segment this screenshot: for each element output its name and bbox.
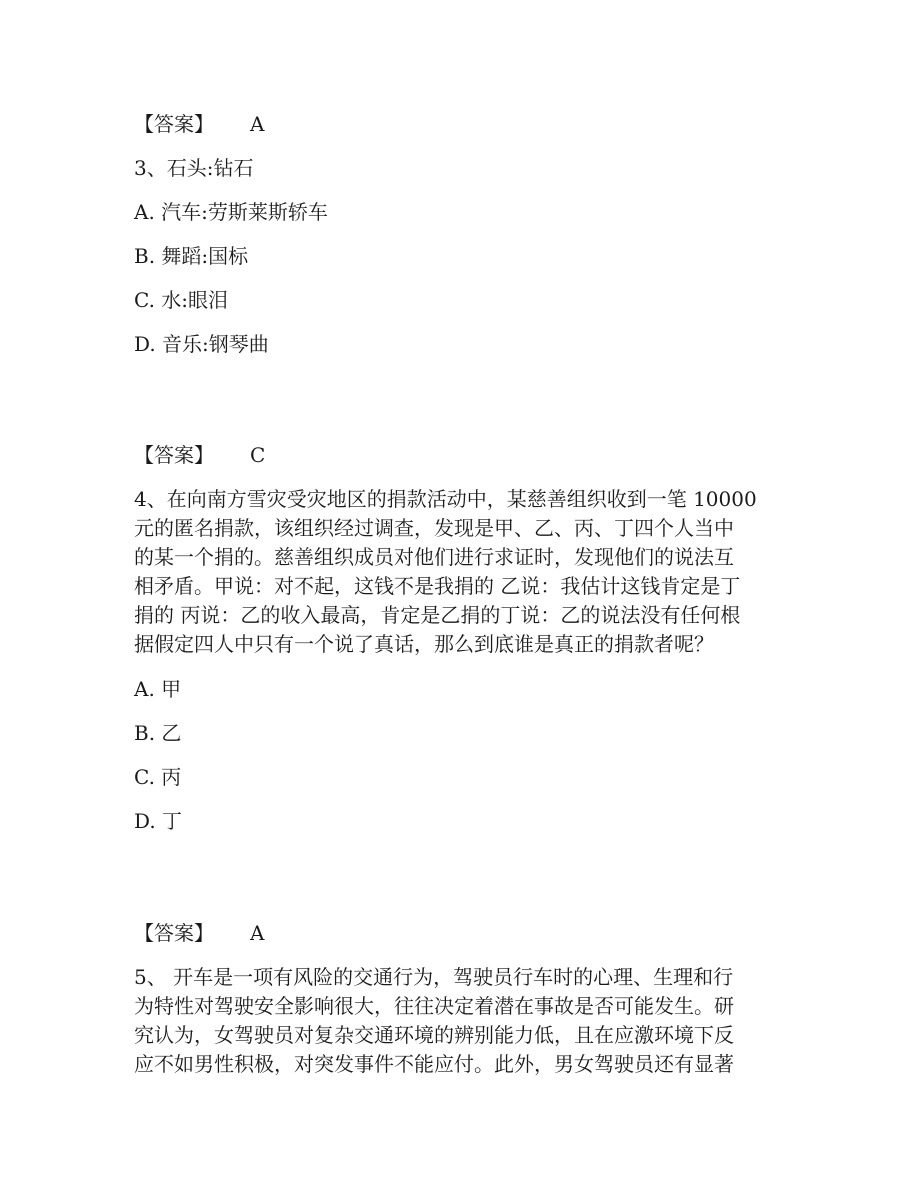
question-4-line: 元的匿名捐款，该组织经过调查，发现是甲、乙、丙、丁四个人当中 [134,516,734,540]
question-3-option-c: C. 水:眼泪 [134,288,229,312]
question-5-line: 为特性对驾驶安全影响很大，往往决定着潜在事故是否可能发生。研 [134,994,734,1018]
question-4-option-b: B. 乙 [134,721,182,745]
question-3-option-d: D. 音乐:钢琴曲 [134,332,269,356]
question-4-line: 捐的 丙说：乙的收入最高，肯定是乙捐的丁说：乙的说法没有任何根 [134,603,741,627]
answer-label: 【答案】 [134,443,214,467]
question-4-line: 的某一个捐的。慈善组织成员对他们进行求证时，发现他们的说法互 [134,545,734,569]
question-5-line: 究认为，女驾驶员对复杂交通环境的辨别能力低，且在应激环境下反 [134,1023,734,1047]
answer-value: C [250,443,266,467]
answer-line-q2 [134,110,264,138]
question-4-option-d: D. 丁 [134,809,183,833]
question-4-line: 据假定四人中只有一个说了真话，那么到底谁是真正的捐款者呢？ [134,632,714,656]
question-5-line: 5、 开车是一项有风险的交通行为，驾驶员行车时的心理、生理和行 [134,965,734,989]
answer-line-q3 [134,441,265,469]
answer-value: A [250,112,265,136]
answer-value: A [250,921,265,945]
question-5-line: 应不如男性积极，对突发事件不能应付。此外，男女驾驶员还有显著 [134,1052,734,1076]
answer-label: 【答案】 [134,112,214,136]
answer-label: 【答案】 [134,921,214,945]
question-4-line: 相矛盾。甲说：对不起，这钱不是我捐的 乙说：我估计这钱肯定是丁 [134,574,741,598]
answer-line-q4 [134,919,264,947]
question-4-option-a: A. 甲 [134,677,182,701]
question-3-option-a: A. 汽车:劳斯莱斯轿车 [134,200,328,224]
question-4-option-c: C. 丙 [134,765,182,789]
question-4-line: 4、在向南方雪灾受灾地区的捐款活动中，某慈善组织收到一笔 10000 [134,487,757,511]
question-3-option-b: B. 舞蹈:国标 [134,244,249,268]
question-3-stem: 3、石头:钻石 [134,156,254,180]
